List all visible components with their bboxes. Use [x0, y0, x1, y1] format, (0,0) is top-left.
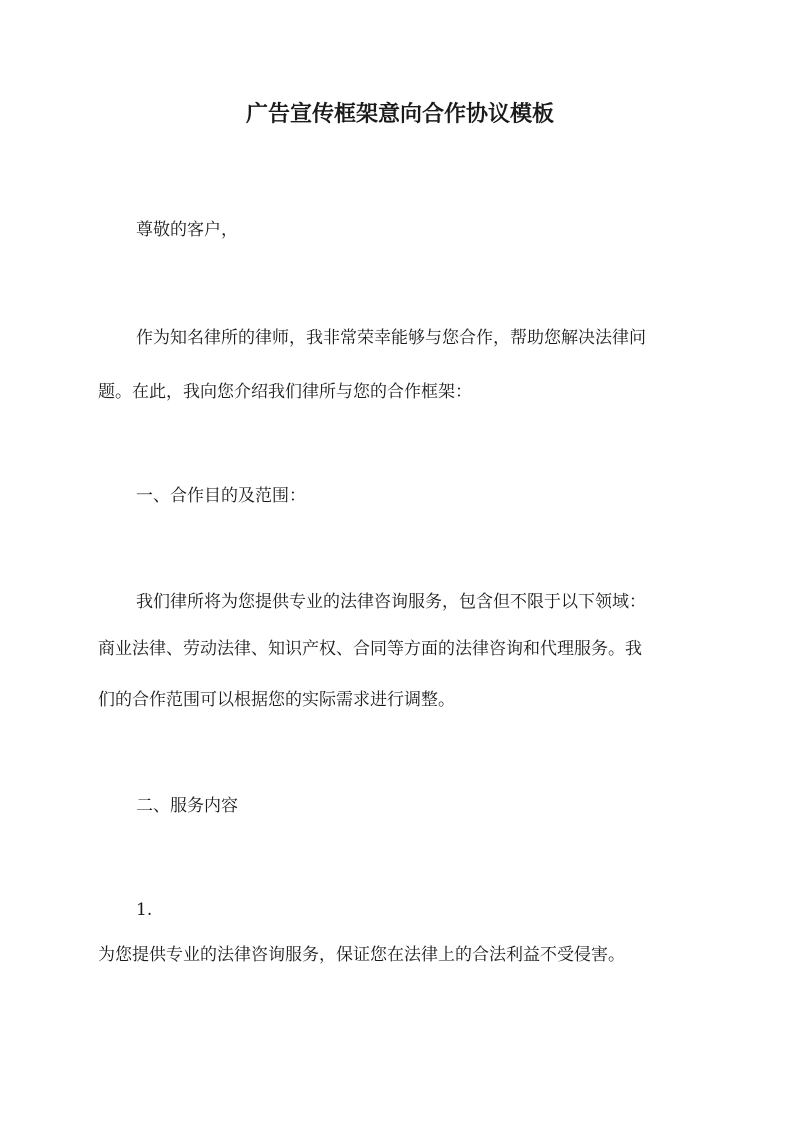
section-1-heading: 一、合作目的及范围： [136, 486, 306, 506]
list-item-text: 为您提供专业的法律咨询服务，保证您在法律上的合法利益不受侵害。 [98, 945, 625, 965]
intro-line-2: 题。在此，我向您介绍我们律所与您的合作框架： [98, 382, 472, 402]
intro-line-1: 作为知名律所的律师，我非常荣幸能够与您合作，帮助您解决法律问 [136, 328, 646, 348]
section-1-line-2: 商业法律、劳动法律、知识产权、合同等方面的法律咨询和代理服务。我 [98, 639, 642, 659]
salutation: 尊敬的客户， [136, 220, 238, 240]
section-1-line-3: 们的合作范围可以根据您的实际需求进行调整。 [98, 690, 455, 710]
list-item-number: 1. [136, 900, 153, 920]
section-2-heading: 二、服务内容 [136, 796, 238, 816]
section-1-line-1: 我们律所将为您提供专业的法律咨询服务，包含但不限于以下领域： [136, 592, 646, 612]
document-title: 广告宣传框架意向合作协议模板 [245, 101, 554, 127]
